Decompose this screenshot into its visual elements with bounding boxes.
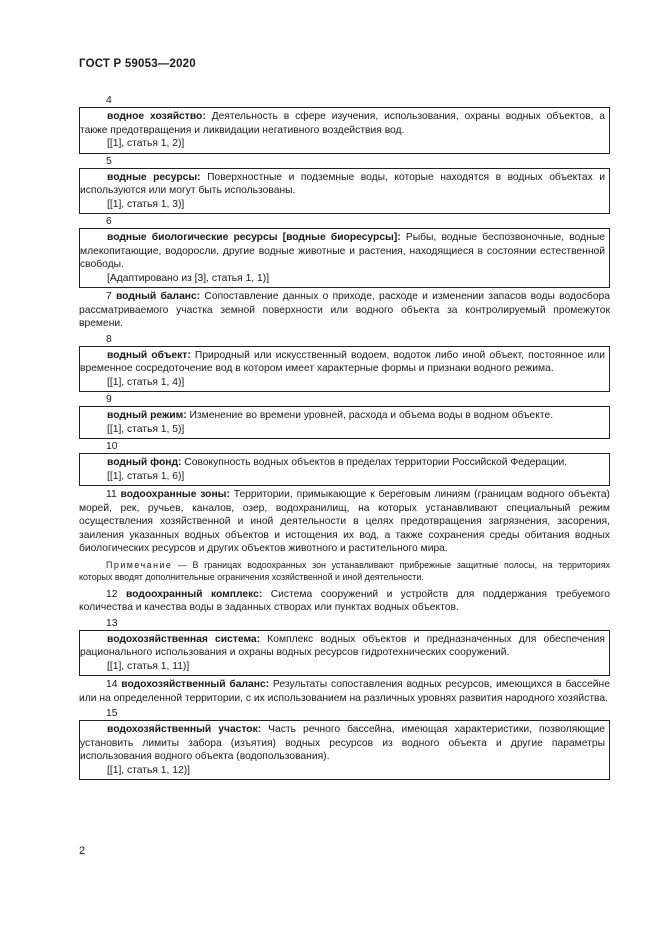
term-definition (80, 171, 605, 198)
term-box-4 (79, 107, 610, 154)
term-reference: [[1], статья 1, 2)] (107, 138, 185, 149)
term-number: 8 (106, 333, 112, 345)
term-number: 15 (106, 708, 118, 719)
term-box-6 (79, 228, 610, 288)
term-reference: [[1], статья 1, 4)] (107, 376, 185, 388)
term-name: водный фонд: (107, 457, 182, 468)
definition-text: Совокупность водных объектов в пределах территории Российской Федерации. (181, 457, 568, 468)
definition-text: Сопоставление данных о приходе, расходе и изменении запасов воды водосбора рассматриваемого участка земной поверхности или водного объекта за контролируемый промежуток времени. (79, 291, 610, 329)
term-reference: [[1], статья 1, 6)] (107, 470, 185, 482)
term-name: водохозяйственная система: (107, 633, 261, 645)
term-name: водный режим: (107, 410, 187, 421)
term-definition (80, 633, 605, 660)
term-reference: [[1], статья 1, 11)] (107, 660, 190, 672)
terms-content (79, 93, 610, 781)
term-name: водохозяйственный участок: (107, 724, 262, 735)
term-box-13 (79, 630, 610, 677)
term-definition (80, 723, 605, 764)
term-paragraph-11 (79, 488, 610, 556)
term-number: 9 (106, 394, 112, 405)
term-name: водные ресурсы: (107, 171, 201, 183)
term-box-5 (79, 168, 610, 215)
definition-text: Результаты сопоставления водных ресурсов, имеющихся в бассейне или на определенной территории, с их использованием на различных уровнях развития народного хозяйства. (79, 679, 610, 704)
term-reference: [[1], статья 1, 3)] (107, 198, 185, 210)
term-reference: [[1], статья 1, 12)] (107, 764, 190, 776)
note-label: Примечание (106, 559, 173, 570)
term-number: 6 (106, 216, 112, 227)
term-name: водный объект: (107, 349, 191, 361)
term-definition (80, 349, 605, 376)
term-paragraph-14 (79, 678, 610, 705)
term-reference: [[1], статья 1, 5)] (107, 423, 185, 435)
note-text: — В границах водоохранных зон устанавливают прибрежные защитные полосы, на территориях которых вводят дополнительные ограничения хозяйственной и иной деятельности. (79, 559, 610, 582)
term-number: 13 (106, 617, 118, 629)
term-name: водное хозяйство: (107, 111, 206, 122)
term-name: водоохранный комплекс: (125, 588, 263, 600)
definition-text: Поверхностные и подземные воды, которые находятся в водных объектах и используются или могут быть использованы. (80, 171, 605, 196)
page-number: 2 (79, 845, 86, 857)
term-number: 10 (106, 441, 118, 452)
definition-text: Часть речного бассейна, имеющая характеристики, позволяющие установить лимиты забора (изъятия) водных ресурсов из водного объекта и другие параметры использования водного объекта (водопользования). (80, 724, 605, 762)
definition-text: Природный или искусственный водоем, водоток либо иной объект, постоянное или временное сосредоточение вод в котором имеет характерные формы и признаки водного режима. (80, 349, 605, 374)
standard-header: ГОСТ Р 59053—2020 (79, 58, 196, 70)
term-number: 7 (106, 291, 112, 302)
term-paragraph-12 (79, 588, 610, 615)
term-definition (80, 110, 605, 137)
term-paragraph-7 (79, 290, 610, 331)
term-name: водоохранные зоны: (120, 489, 230, 500)
term-definition (80, 231, 605, 272)
definition-text: Система сооружений и устройств для поддержания требуемого количества и качества воды в заданных створах или пунктах водных объектов. (79, 588, 610, 613)
definition-text: Комплекс водных объектов и предназначенных для обеспечения рационального использования и охраны водных ресурсов гидротехнических сооружений. (80, 633, 605, 658)
term-definition (80, 409, 605, 423)
term-definition (80, 456, 605, 470)
term-number: 5 (106, 155, 112, 167)
term-number: 11 (106, 489, 117, 500)
term-reference: [Адаптировано из [3], статья 1, 1)] (107, 272, 270, 284)
definition-text: Деятельность в сфере изучения, использования, охраны водных объектов, а также предотвращения и ликвидации негативного воздействия вод. (80, 111, 605, 136)
term-box-8 (79, 346, 610, 393)
note-paragraph (79, 559, 610, 583)
term-box-9 (79, 406, 610, 439)
term-name: водные биологические ресурсы [водные биоресурсы]: (107, 232, 401, 243)
term-box-15 (79, 720, 610, 780)
term-name: водохозяйственный баланс: (121, 679, 270, 690)
term-number: 4 (106, 95, 112, 106)
term-number: 14 (106, 679, 118, 690)
term-name: водный баланс: (115, 291, 201, 302)
term-box-10 (79, 453, 610, 486)
term-number: 12 (106, 588, 118, 600)
definition-text: Рыбы, водные беспозвоночные, водные млекопитающие, водоросли, другие водные животные и растения, находящиеся в состоянии естественной свободы. (80, 232, 605, 270)
definition-text: Изменение во времени уровней, расхода и объема воды в водном объекте. (186, 410, 554, 421)
definition-text: Территории, примыкающие к береговым линиям (границам водного объекта) морей, рек, ручьев, каналов, озер, водохранилищ, на которых устанавливают специальный режим осуществления хозяйственной и иной деятельности в целях предотвращения загрязнения, засорения, заиления указанных водных объектов и истощения их вод, а также сохранения среды обитания водных биологических ресурсов и других объектов животного и растительного мира. (79, 489, 610, 554)
